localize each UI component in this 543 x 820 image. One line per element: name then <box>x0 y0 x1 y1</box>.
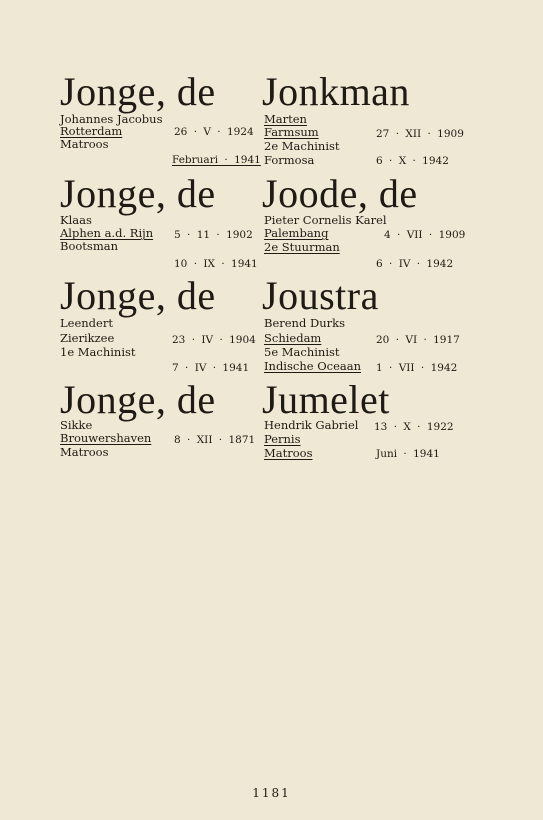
rank: 1e Machinist <box>60 345 136 359</box>
death-date: 6 · X · 1942 <box>376 155 449 167</box>
birthplace: Palembang <box>264 226 329 240</box>
rank: 2e Stuurman <box>264 240 340 254</box>
given-names: Johannes Jacobus <box>60 112 163 126</box>
birth-date: 8 · XII · 1871 <box>174 434 256 446</box>
birthplace: Rotterdam <box>60 124 123 138</box>
given-names: Klaas <box>60 213 92 227</box>
birth-date: 23 · IV · 1904 <box>172 334 256 346</box>
rank: Matroos <box>60 445 109 459</box>
death-date: 10 · IX · 1941 <box>174 258 258 270</box>
death-date: 6 · IV · 1942 <box>376 258 454 270</box>
death-date: 7 · IV · 1941 <box>172 362 250 374</box>
death-place: Indische Oceaan <box>264 359 361 373</box>
death-place: Formosa <box>264 153 315 167</box>
death-date: Juni · 1941 <box>376 448 440 460</box>
birthplace: Brouwershaven <box>60 431 152 445</box>
surname: Joode, de <box>262 171 418 216</box>
surname: Jonge, de <box>60 377 216 422</box>
birthplace: Zierikzee <box>60 331 115 345</box>
birth-date: 5 · 11 · 1902 <box>174 229 253 241</box>
given-names: Berend Durks <box>264 316 345 330</box>
surname: Jonkman <box>262 69 410 114</box>
rank: Matroos <box>264 446 313 460</box>
given-names: Pieter Cornelis Karel <box>264 213 387 227</box>
rank: Matroos <box>60 137 109 151</box>
surname: Jumelet <box>262 377 390 422</box>
birthplace: Alphen a.d. Rijn <box>60 226 154 240</box>
birth-date: 27 · XII · 1909 <box>376 128 464 140</box>
rank: 5e Machinist <box>264 345 340 359</box>
birth-date: 13 · X · 1922 <box>374 421 454 433</box>
page-number: 1181 <box>252 786 291 800</box>
given-names: Leendert <box>60 316 113 330</box>
rank: Bootsman <box>60 239 118 253</box>
death-date: Februari · 1941 <box>172 154 261 166</box>
birthplace: Farmsum <box>264 125 319 139</box>
birthplace: Schiedam <box>264 331 322 345</box>
surname: Joustra <box>262 273 379 318</box>
death-date: 1 · VII · 1942 <box>376 362 458 374</box>
given-names: Sikke <box>60 418 93 432</box>
surname: Jonge, de <box>60 273 216 318</box>
given-names: Marten <box>264 112 307 126</box>
given-names: Hendrik Gabriel <box>264 418 359 432</box>
surname: Jonge, de <box>60 69 216 114</box>
rank: 2e Machinist <box>264 139 340 153</box>
birth-date: 4 · VII · 1909 <box>384 229 466 241</box>
birth-date: 26 · V · 1924 <box>174 126 254 138</box>
surname: Jonge, de <box>60 171 216 216</box>
birth-date: 20 · VI · 1917 <box>376 334 460 346</box>
birthplace: Pernis <box>264 432 301 446</box>
